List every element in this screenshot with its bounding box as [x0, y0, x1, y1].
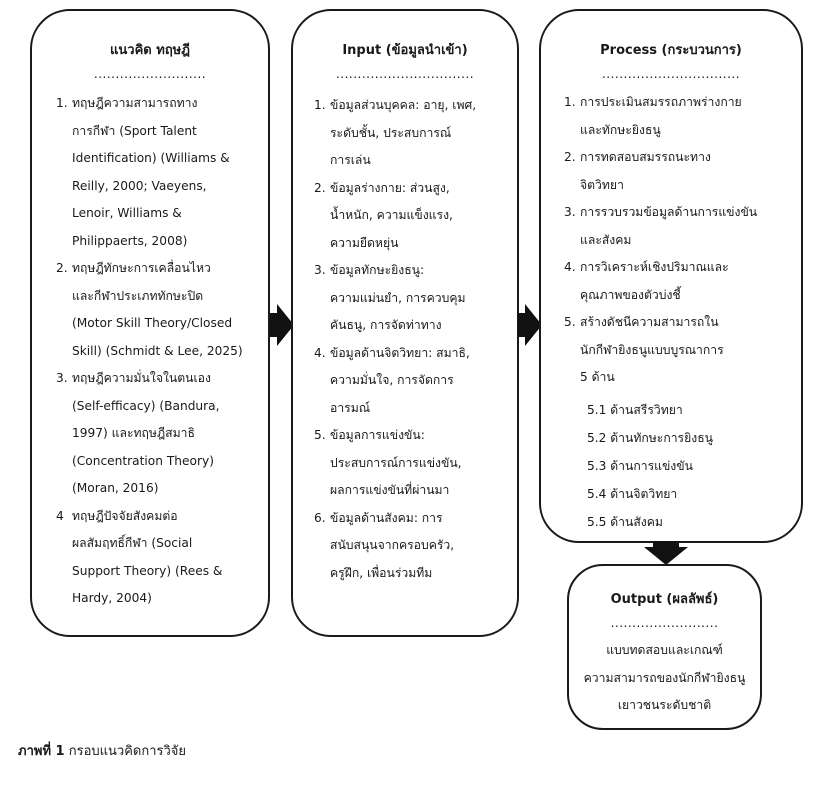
- theory-item-line: (Motor Skill Theory/Closed: [72, 316, 233, 330]
- process-item-line: และทักษะยิงธนู: [580, 122, 661, 137]
- input-item-line: ความแม่นยำ, การควบคุม: [330, 290, 466, 305]
- input-item-line: ข้อมูลทักษะยิงธนู:: [330, 263, 425, 277]
- process-dots: ................................: [601, 67, 741, 81]
- process-sublist: [587, 396, 787, 536]
- theory-item-number: 1.: [56, 96, 68, 110]
- input-item-line: อารมณ์: [330, 400, 371, 415]
- process-item-line: การประเมินสมรรถภาพร่างกาย: [580, 95, 742, 109]
- theory-item-line: และกีฬาประเภททักษะปิด: [72, 288, 204, 303]
- theory-item-number: 4: [56, 508, 64, 523]
- process-item-line: จิตวิทยา: [580, 177, 624, 192]
- input-list: [314, 92, 514, 587]
- theory-item-line: ทฤษฎีความสามารถทาง: [72, 96, 198, 110]
- theory-item: [56, 503, 266, 613]
- output-line: แบบทดสอบและเกณฑ์: [606, 643, 723, 657]
- process-subitem: 5.3 ด้านการแข่งขัน: [587, 459, 693, 473]
- input-item-line: ข้อมูลร่างกาย: ส่วนสูง,: [330, 180, 450, 195]
- input-item-number: 2.: [314, 180, 326, 195]
- theory-item-number: 3.: [56, 371, 68, 385]
- process-subitem: 5.5 ด้านสังคม: [587, 515, 663, 529]
- theory-item-line: (Self-efficacy) (Bandura,: [72, 398, 220, 413]
- theory-item-line: Hardy, 2004): [72, 591, 152, 605]
- process-item-line: การทดสอบสมรรถนะทาง: [580, 150, 711, 164]
- process-item-number: 1.: [564, 95, 576, 109]
- process-item-number: 3.: [564, 205, 576, 219]
- process-item-line: การรวบรวมข้อมูลด้านการแข่งขัน: [580, 205, 758, 219]
- input-item: [314, 422, 514, 505]
- theory-box: [30, 9, 270, 637]
- theory-item-number: 2.: [56, 261, 68, 275]
- process-item-line: นักกีฬายิงธนูแบบบูรณาการ: [580, 342, 724, 357]
- input-item-line: การเล่น: [330, 153, 371, 167]
- input-item-line: ความมั่นใจ, การจัดการ: [330, 373, 454, 387]
- process-subitem: 5.1 ด้านสรีรวิทยา: [587, 403, 683, 417]
- input-item-line: ครูฝึก, เพื่อนร่วมทีม: [330, 565, 433, 580]
- input-item-number: 5.: [314, 428, 326, 442]
- input-item-line: ข้อมูลด้านสังคม: การ: [330, 510, 443, 525]
- input-item-line: ผลการแข่งขันที่ผ่านมา: [330, 483, 450, 497]
- process-subitem: 5.2 ด้านทักษะการยิงธนู: [587, 431, 713, 445]
- output-line: ความสามารถของนักกีฬายิงธนู: [583, 670, 746, 685]
- process-item: [564, 254, 802, 309]
- process-item: [564, 89, 802, 144]
- process-box: [539, 9, 803, 543]
- caption-text: กรอบแนวคิดการวิจัย: [68, 744, 187, 759]
- process-item-number: 4.: [564, 260, 576, 274]
- input-item: [314, 257, 514, 340]
- figure-caption: [18, 740, 186, 761]
- input-item-line: ความยืดหยุ่น: [330, 235, 399, 250]
- theory-item-line: 1997) และทฤษฎีสมาธิ: [72, 426, 195, 440]
- theory-item-line: (Moran, 2016): [72, 481, 159, 495]
- output-title: Output (ผลลัพธ์): [610, 592, 719, 607]
- theory-title: แนวคิด ทฤษฎี: [110, 43, 190, 58]
- input-item-number: 3.: [314, 263, 326, 277]
- input-item-line: ข้อมูลการแข่งขัน:: [330, 428, 425, 442]
- theory-item: [56, 365, 266, 503]
- theory-item-line: (Concentration Theory): [72, 453, 214, 468]
- theory-item-line: ผลสัมฤทธิ์กีฬา (Social: [72, 536, 193, 550]
- theory-item: [56, 90, 266, 255]
- theory-item-line: Identification) (Williams &: [72, 151, 230, 165]
- process-item: [564, 144, 802, 199]
- input-item: [314, 92, 514, 175]
- process-item: [564, 199, 802, 254]
- process-subitem: 5.4 ด้านจิตวิทยา: [587, 487, 678, 501]
- input-item-number: 6.: [314, 510, 326, 525]
- arrow-down-icon: [644, 541, 688, 565]
- theory-dots: ..........................: [93, 67, 207, 81]
- process-item-number: 5.: [564, 315, 576, 329]
- process-title: Process (กระบวนการ): [600, 43, 742, 58]
- input-item-line: ข้อมูลส่วนบุคคล: อายุ, เพศ,: [330, 98, 477, 112]
- input-item-number: 1.: [314, 98, 326, 112]
- output-line: เยาวชนระดับชาติ: [617, 698, 712, 712]
- theory-item-line: Support Theory) (Rees &: [72, 563, 223, 578]
- caption-label: ภาพที่ 1: [18, 744, 65, 759]
- input-item-line: น้ำหนัก, ความแข็งแรง,: [330, 208, 453, 222]
- process-item: [564, 309, 802, 392]
- process-item-line: การวิเคราะห์เชิงปริมาณและ: [580, 260, 729, 274]
- theory-item-line: Reilly, 2000; Vaeyens,: [72, 178, 207, 193]
- input-item-line: ระดับชั้น, ประสบการณ์: [330, 125, 452, 140]
- input-item-line: สนับสนุนจากครอบครัว,: [330, 538, 455, 552]
- process-item-line: สร้างดัชนีความสามารถใน: [580, 315, 719, 329]
- theory-item-line: Lenoir, Williams &: [72, 206, 182, 220]
- theory-item-line: Philippaerts, 2008): [72, 233, 188, 248]
- input-item: [314, 175, 514, 258]
- output-text: [569, 637, 760, 720]
- process-item-line: และสังคม: [580, 232, 632, 247]
- input-item: [314, 340, 514, 423]
- theory-item: [56, 255, 266, 365]
- input-item-number: 4.: [314, 345, 326, 360]
- theory-item-line: ทฤษฎีความมั่นใจในตนเอง: [72, 371, 211, 385]
- input-item: [314, 505, 514, 588]
- input-box: [291, 9, 519, 637]
- input-item-line: ข้อมูลด้านจิตวิทยา: สมาธิ,: [330, 345, 470, 360]
- input-item-line: คันธนู, การจัดท่าทาง: [330, 318, 442, 332]
- input-title: Input (ข้อมูลนำเข้า): [342, 43, 468, 58]
- theory-list: [56, 90, 266, 613]
- process-item-line: 5 ด้าน: [580, 370, 615, 384]
- output-dots: .........................: [610, 616, 719, 630]
- output-box: [567, 564, 762, 730]
- process-item-number: 2.: [564, 150, 576, 164]
- input-item-line: ประสบการณ์การแข่งขัน,: [330, 455, 462, 470]
- theory-item-line: ทฤษฎีทักษะการเคลื่อนไหว: [72, 261, 211, 275]
- theory-item-line: การกีฬา (Sport Talent: [72, 123, 197, 138]
- process-list: [564, 89, 802, 392]
- theory-item-line: Skill) (Schmidt & Lee, 2025): [72, 343, 243, 358]
- process-item-line: คุณภาพของตัวบ่งชี้: [580, 287, 681, 302]
- theory-item-line: ทฤษฎีปัจจัยสังคมต่อ: [72, 508, 178, 523]
- input-dots: ................................: [335, 67, 475, 81]
